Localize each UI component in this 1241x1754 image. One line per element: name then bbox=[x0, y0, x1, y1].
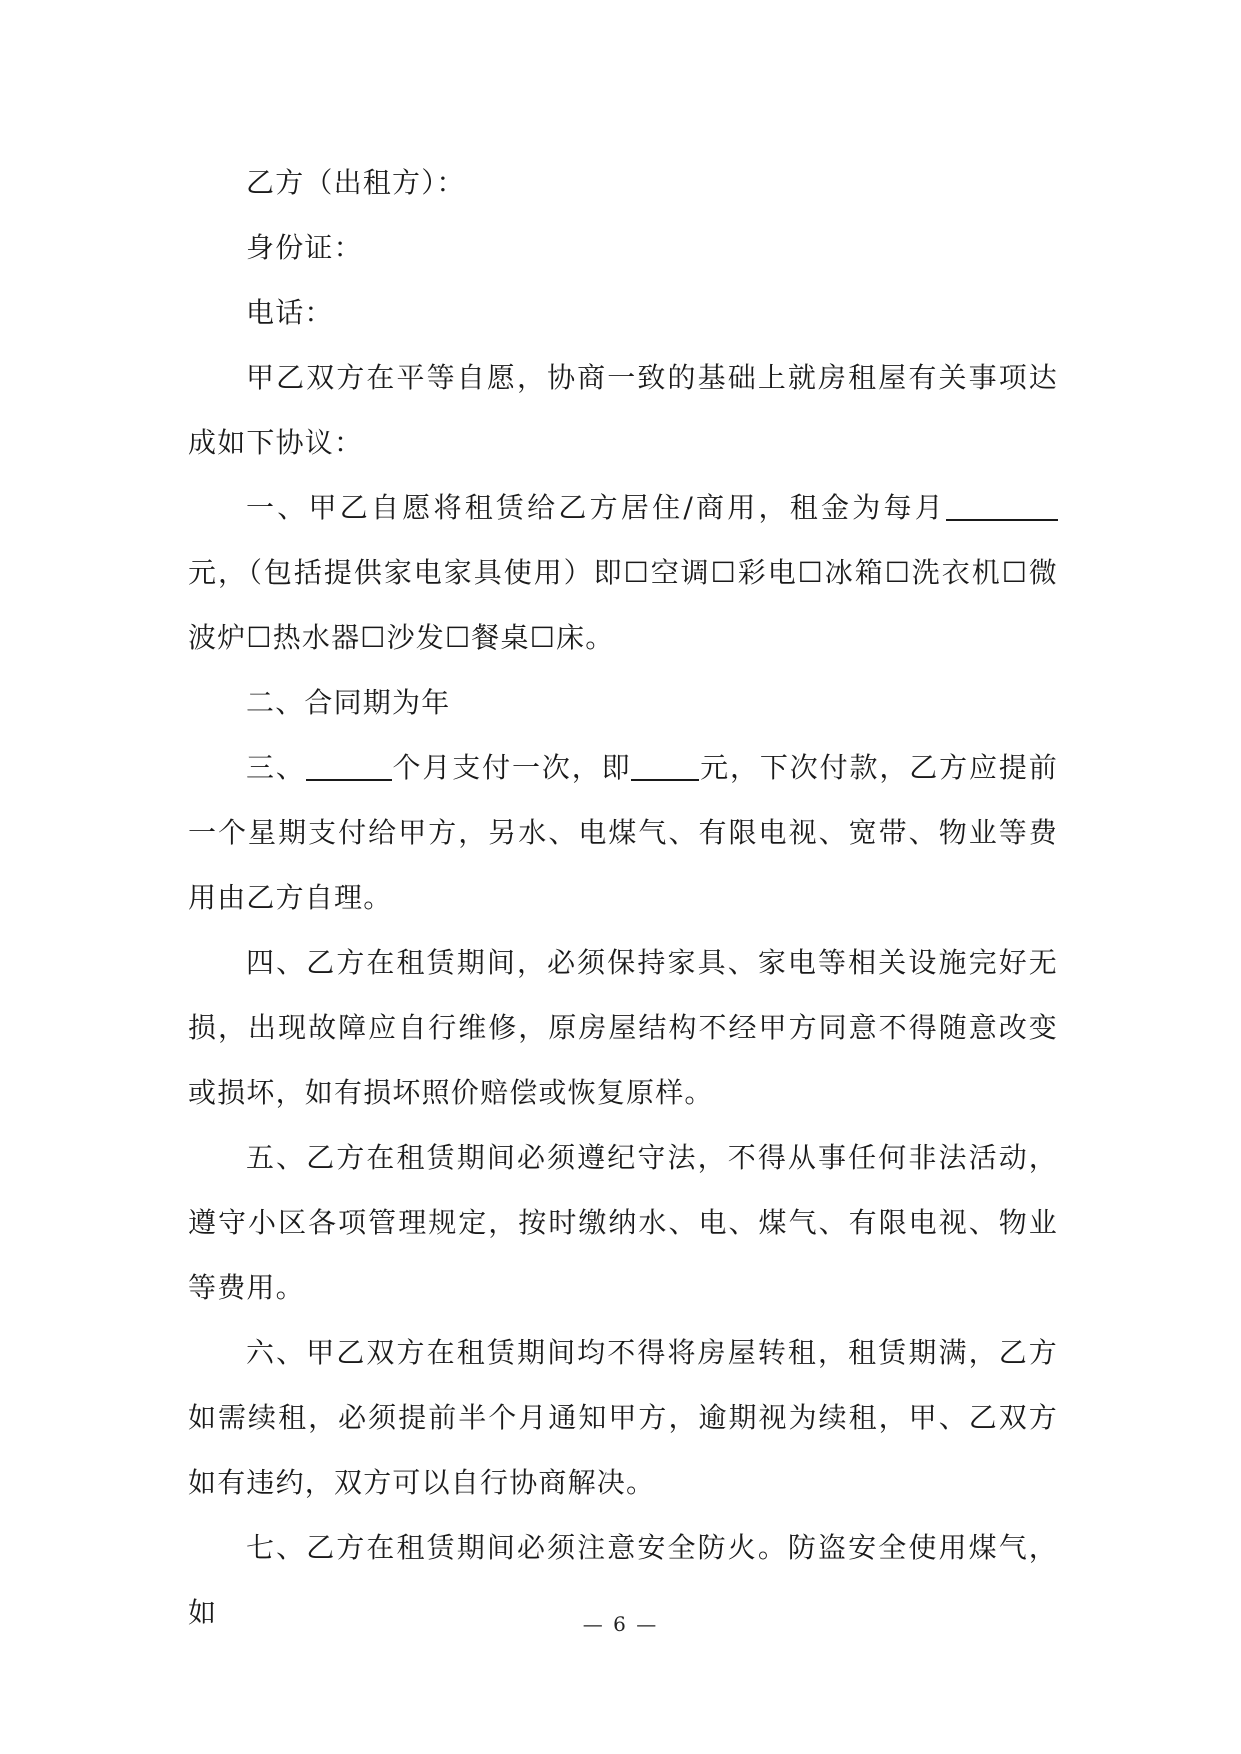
clause-1 bbox=[188, 475, 1058, 670]
lessor-label: 乙方（出租方）： bbox=[246, 166, 466, 199]
clause-4: 四、乙方在租赁期间，必须保持家具、家电等相关设施完好无损，出现故障应自行维修，原房屋结构不经甲方同意不得随意改变或损坏，如有损坏照价赔偿或恢复原样。 bbox=[188, 946, 1058, 1109]
clause-3-text-a: 三、 bbox=[246, 751, 306, 784]
clause-7: 七、乙方在租赁期间必须注意安全防火。防盗安全使用煤气，如 bbox=[188, 1531, 1058, 1629]
clause-3 bbox=[188, 735, 1058, 930]
clause-3-text-b: 个月支付一次，即 bbox=[391, 751, 632, 784]
clause-2: 二、合同期为年 bbox=[246, 686, 451, 719]
page-number: — 6 — bbox=[582, 1612, 659, 1636]
clause-3-text-c: 元，下次付款，乙方应提前一个星期支付给甲方，另水、电煤气、有限电视、宽带、物业等费用由乙方自理。 bbox=[188, 751, 1058, 914]
contract-body bbox=[188, 150, 1058, 1645]
rent-amount-blank bbox=[946, 489, 1058, 521]
phone-label: 电话： bbox=[246, 296, 334, 329]
clause-6: 六、甲乙双方在租赁期间均不得将房屋转租，租赁期满，乙方如需续租，必须提前半个月通知甲方，逾期视为续租，甲、乙双方如有违约，双方可以自行协商解决。 bbox=[188, 1336, 1058, 1499]
intro-paragraph: 甲乙双方在平等自愿，协商一致的基础上就房租屋有关事项达成如下协议： bbox=[188, 361, 1058, 459]
id-label: 身份证： bbox=[246, 231, 363, 264]
payment-amount-blank bbox=[631, 749, 699, 781]
clause-1-text-a: 一、甲乙自愿将租赁给乙方居住/商用，租金为每月 bbox=[246, 491, 946, 524]
clause-5: 五、乙方在租赁期间必须遵纪守法，不得从事任何非法活动，遵守小区各项管理规定，按时缴纳水、电、煤气、有限电视、物业等费用。 bbox=[188, 1141, 1058, 1304]
clause-1-text-b: 元，（包括提供家电家具使用）即☐空调☐彩电☐冰箱☐洗衣机☐微波炉☐热水器☐沙发☐餐桌☐床。 bbox=[188, 556, 1058, 654]
payment-months-blank bbox=[306, 749, 392, 781]
